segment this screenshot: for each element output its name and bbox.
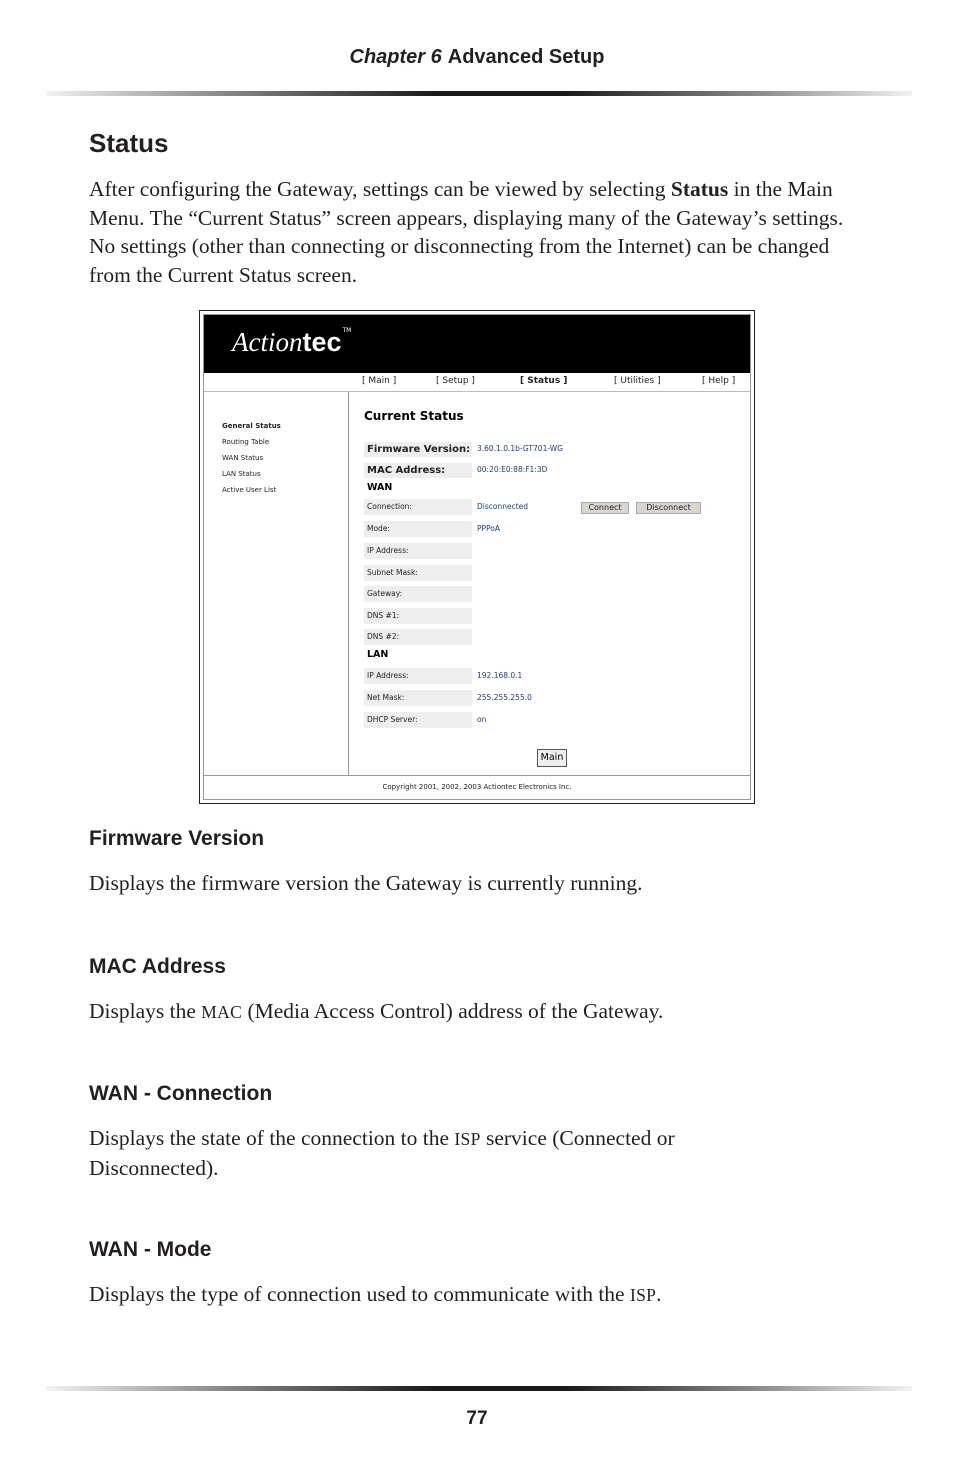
wan-mode-value: PPPoA <box>477 524 501 533</box>
logo-tm: TM <box>342 327 352 334</box>
nav-main[interactable]: [ Main ] <box>362 376 397 386</box>
firmware-version-heading: Firmware Version <box>89 827 265 850</box>
wan-mode-label: Mode: <box>364 521 472 537</box>
wanc-text-1: Displays the state of the connection to the <box>89 1126 455 1150</box>
running-header <box>0 46 954 69</box>
firmware-label: Firmware Version: <box>364 442 472 457</box>
mac-value: 00:20:E0:88:F1:3D <box>477 465 548 474</box>
page-number: 77 <box>466 1408 488 1429</box>
sidebar-item-lan-status[interactable]: LAN Status <box>222 470 261 478</box>
screenshot-frame <box>203 314 751 800</box>
wan-ip-label: IP Address: <box>364 543 472 559</box>
wan-dns1-label: DNS #1: <box>364 608 472 624</box>
wanc-abbr: ISP <box>454 1129 481 1149</box>
wanm-abbr: ISP <box>629 1285 657 1305</box>
wan-connection-value: Disconnected <box>477 502 529 511</box>
nav-status[interactable]: [ Status ] <box>520 376 568 386</box>
sidebar-item-routing-table[interactable]: Routing Table <box>222 438 270 446</box>
sidebar-item-general-status[interactable]: General Status <box>222 422 281 430</box>
intro-bold: Status <box>670 177 729 201</box>
sidebar-item-active-user-list[interactable]: Active User List <box>222 486 277 494</box>
current-status-title: Current Status <box>364 409 464 423</box>
main-button[interactable]: Main <box>537 749 567 767</box>
chapter-label: Chapter 6 <box>349 46 442 68</box>
copyright-footer: Copyright 2001, 2002, 2003 Actiontec Electronics Inc. <box>204 775 750 799</box>
firmware-version-text: Displays the firmware version the Gateway is currently running. <box>89 871 643 895</box>
logo-script: Action <box>232 327 303 357</box>
intro-text-1: After configuring the Gateway, settings can be viewed by selecting <box>89 177 671 201</box>
wan-gateway-label: Gateway: <box>364 586 472 602</box>
intro-paragraph <box>89 175 859 290</box>
intro-text-2: in the Main Menu. The “Current Status” screen appears, displaying many of the Gateway’s settings. No settings (other than connecting or disconnecting from the Internet) can be changed from the Current Status screen. <box>89 177 844 288</box>
status-screenshot <box>199 310 755 804</box>
section-title: Status <box>89 128 169 158</box>
wan-dns2-label: DNS #2: <box>364 629 472 645</box>
lan-ip-value: 192.168.0.1 <box>477 671 523 680</box>
footer-rule <box>46 1386 912 1391</box>
actiontec-logo <box>232 327 351 358</box>
nav-setup[interactable]: [ Setup ] <box>436 376 475 386</box>
nav-help[interactable]: [ Help ] <box>702 376 736 386</box>
sidebar-item-wan-status[interactable]: WAN Status <box>222 454 264 462</box>
sidebar <box>204 392 349 775</box>
wanm-text-1: Displays the type of connection used to communicate with the <box>89 1282 630 1306</box>
wanc-text-2: service (Connected or Disconnected). <box>89 1126 675 1180</box>
lan-ip-label: IP Address: <box>364 668 472 684</box>
disconnect-button[interactable]: Disconnect <box>636 502 701 514</box>
lan-header: LAN <box>367 649 389 660</box>
wan-subnet-label: Subnet Mask: <box>364 565 472 581</box>
wan-connection-text <box>89 1124 749 1182</box>
mac-address-heading: MAC Address <box>89 955 226 978</box>
mac-text-2: (Media Access Control) address of the Gateway. <box>242 999 664 1023</box>
wanm-text-2: . <box>656 1282 662 1306</box>
firmware-value: 3.60.1.0.1b-GT701-WG <box>477 444 563 453</box>
mac-label: MAC Address: <box>364 463 472 478</box>
top-nav <box>204 373 750 392</box>
wan-mode-heading: WAN - Mode <box>89 1238 212 1261</box>
mac-address-text <box>89 997 849 1027</box>
wan-mode-text <box>89 1280 849 1310</box>
wan-connection-heading: WAN - Connection <box>89 1082 273 1105</box>
chapter-title: Advanced Setup <box>447 46 605 68</box>
logo-banner <box>204 315 750 373</box>
lan-dhcp-value: on <box>477 715 487 724</box>
lan-netmask-label: Net Mask: <box>364 690 472 706</box>
connect-button[interactable]: Connect <box>581 502 629 514</box>
header-rule <box>46 91 912 96</box>
wan-header: WAN <box>367 482 393 493</box>
logo-bold: tec <box>302 327 342 357</box>
lan-netmask-value: 255.255.255.0 <box>477 693 532 702</box>
mac-abbr: MAC <box>201 1002 243 1022</box>
wan-connection-label: Connection: <box>364 499 472 515</box>
lan-dhcp-label: DHCP Server: <box>364 712 472 728</box>
mac-text-1: Displays the <box>89 999 202 1023</box>
nav-utilities[interactable]: [ Utilities ] <box>614 376 661 386</box>
